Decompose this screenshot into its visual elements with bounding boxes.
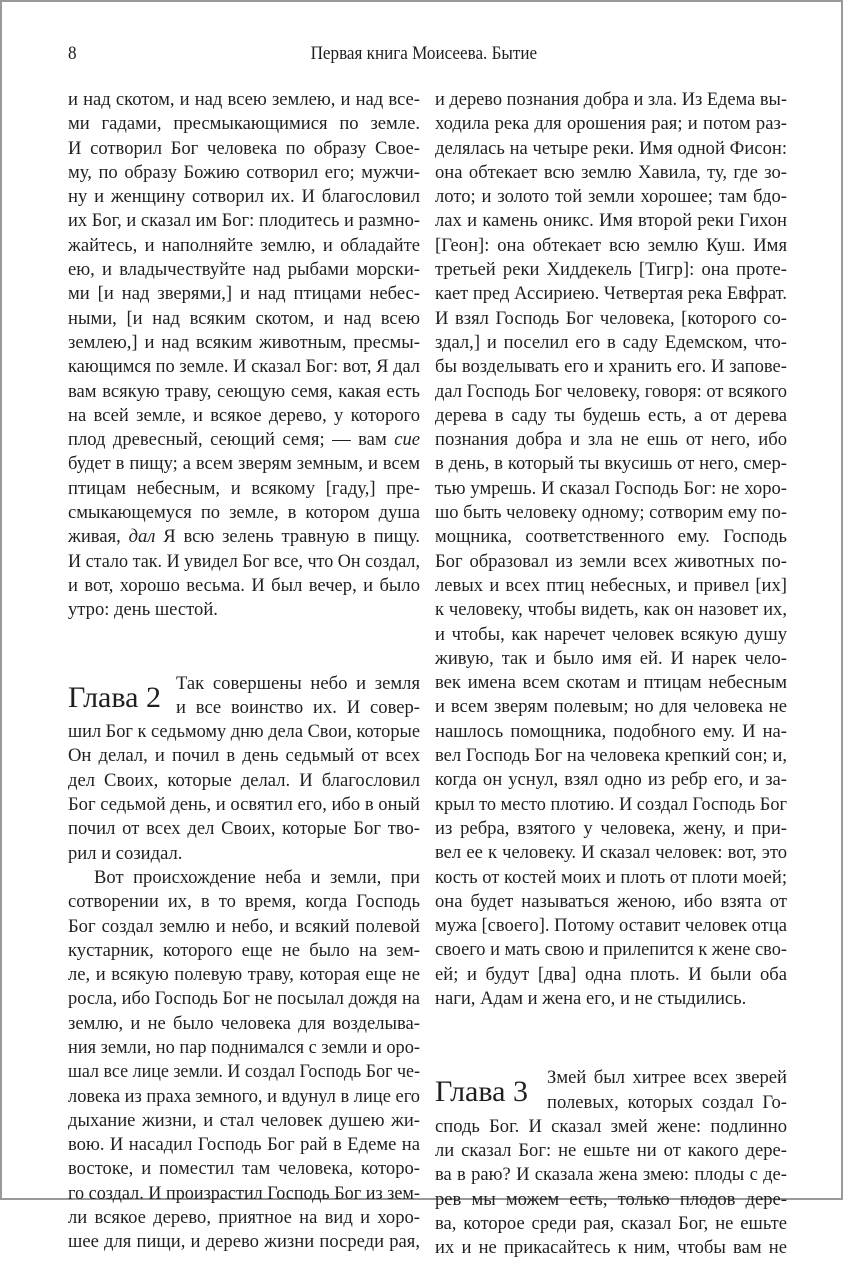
text-line: кустарник, которого еще не было на зем- (68, 939, 420, 961)
text-line: востоке, и поместил там человека, которо- (68, 1158, 420, 1180)
text-line: шо быть человеку одному; сотворим ему по- (435, 502, 787, 524)
text-line: бы возделывать его и хранить его. И запове- (435, 356, 787, 378)
text-line: ли сказал Бог: не ешьте ни от какого дере- (435, 1140, 787, 1162)
text-line: мужа [своего]. Потому оставит человек отца (435, 915, 787, 937)
text-line: ею, и владычествуйте над рыбами морски- (68, 259, 420, 281)
text-line: и всем зверям полевым; но для человека не (435, 696, 787, 718)
text-line: крыл то место плотию. И создал Господь Бог (435, 793, 788, 815)
text-line: И взял Господь Бог человека, [которого со- (435, 307, 787, 329)
genesis-2-continued (435, 88, 787, 1011)
text-line: вел Господь Бог на человека крепкий сон; и, (435, 745, 787, 767)
text-line: сотворении их, в то время, когда Господь (68, 891, 420, 913)
running-title (2, 42, 843, 66)
text-line: Вот происхождение неба и земли, при (94, 866, 420, 888)
text-line: птицам небесным, и всякому [гаду,] пре- (68, 477, 420, 499)
chapter-lead-line: Так совершены небо и земля (176, 672, 420, 694)
text-line: наги, Адам и жена его, и не стыдились. (435, 987, 747, 1009)
text-line: сподь Бог. И сказал змей жене: подлинно (435, 1115, 787, 1137)
page-number: 8 (68, 43, 77, 64)
text-line: Бог создал землю и небо, и всякий полевой (68, 915, 420, 937)
text-line: И сотворил Бог человека по образу Свое- (68, 137, 420, 159)
chapter-lead-line: Змей был хитрее всех зверей (547, 1067, 787, 1089)
text-line: ва в раю? И сказала жена змею: плоды с де- (435, 1164, 787, 1186)
text-line: своего и мать свою и прилепится к жене сво- (435, 939, 787, 961)
text-line: землю, и не было человека для возделыва- (68, 1012, 420, 1034)
text-line: третьей реки Хиддекель [Тигр]: она проте- (435, 259, 787, 281)
right-column (435, 88, 787, 1261)
text-line: жайтесь, и наполняйте землю, и обладайте (68, 234, 420, 256)
text-line: их и не прикасайтесь к ним, чтобы вам не (435, 1237, 787, 1259)
text-line: вам всякую траву, сеющую семя, какая есть (68, 380, 420, 402)
text-line: рев мы можем есть, только плодов дере- (435, 1188, 787, 1210)
text-line: из ребра, взятого у человека, жену, и при- (435, 817, 787, 839)
text-line: ходила река для орошения рая; и потом раз- (435, 113, 787, 135)
text-line: она обтекает всю землю Хавила, ту, где зо- (435, 161, 787, 183)
text-line: дел Своих, которые делал. И благословил (68, 769, 420, 791)
text-line: в день, в который ты вкусишь от него, смер- (435, 453, 787, 475)
text-line: лах и камень оникс. Имя второй реки Гихон (435, 210, 787, 232)
chapter-lead-line: и все воинство их. И совер- (176, 696, 420, 718)
text-line: ловека из праха земного, и вдунул в лице его (68, 1085, 421, 1107)
text-line: ле, и всякую полевую траву, которая еще не (68, 964, 420, 986)
text-line: Бог образовал из земли всех животных по- (435, 550, 787, 572)
text-line: Он делал, и почил в день седьмый от всех (68, 745, 420, 767)
text-line: ну и женщину сотворил их. И благословил (68, 186, 420, 208)
text-line: почил от всех дел Своих, которые Бог тво- (68, 818, 420, 840)
text-line: дерева в саду ты будешь есть, а от дерева (435, 404, 787, 426)
text-line: росла, ибо Господь Бог не посылал дождя на (68, 988, 420, 1010)
text-line: вел ее к человеку. И сказал человек: вот, это (435, 842, 787, 864)
text-line: к человеку, чтобы видеть, как он назовет их, (435, 599, 787, 621)
text-line: и чтобы, как наречет человек всякую душу (435, 623, 787, 645)
text-line: шее для пищи, и дерево жизни посреди рая, (68, 1231, 420, 1253)
text-line: и дерево познания добра и зла. Из Едема вы- (435, 89, 787, 110)
text-line: ли всякое дерево, приятное на вид и хоро- (68, 1207, 420, 1229)
text-line: рил и созидал. (68, 842, 183, 864)
text-line: будет в пищу; а всем зверям земным, и всем (68, 453, 420, 475)
text-line: го создал. И произрастил Господь Бог из зем- (68, 1182, 421, 1204)
text-line: шал все лице земли. И создал Господь Бог че- (68, 1061, 421, 1083)
text-line: вою. И насадил Господь Бог рай в Едеме на (68, 1134, 420, 1156)
text-line: дыхание жизни, и стал человек душею жи- (68, 1109, 420, 1131)
text-line: землею,] и над всяким животным, пресмы- (68, 331, 420, 353)
text-line: когда он уснул, взял одно из ребр его, и за- (435, 769, 787, 791)
text-line: смыкающемуся по земле, в котором душа (68, 502, 420, 524)
chapter-3-heading: Глава 3 (435, 1075, 528, 1109)
text-line: их Бог, и сказал им Бог: плодитесь и размно- (68, 210, 421, 232)
genesis-1-end (68, 88, 420, 428)
text-line: И стало так. И увидел Бог все, что Он создал, (68, 550, 420, 572)
text-line: кость от костей моих и плоть от плоти моей; (435, 866, 788, 888)
chapter-lead-line: полевых, которых создал Го- (547, 1091, 787, 1113)
chapter-2-heading: Глава 2 (68, 680, 161, 714)
text-line: ния земли, но пар поднимался с земли и оро- (68, 1036, 420, 1058)
text-line: она будет называться женою, ибо взята от (435, 890, 787, 912)
text-line: Бог седьмой день, и освятил его, ибо в оный (68, 794, 420, 816)
left-column (68, 88, 420, 1255)
text-line: кает пред Ассириею. Четвертая река Евфрат. (435, 283, 788, 305)
text-line: и над скотом, и над всею землею, и над все- (68, 89, 420, 110)
text-line: кающимся по земле. И сказал Бог: вот, Я дал (68, 356, 421, 378)
chapter-2 (68, 672, 420, 1255)
text-line: [Геон]: она обтекает всю землю Куш. Имя (435, 234, 787, 256)
text-line: мощника, соответственного ему. Господь (435, 526, 787, 548)
text-line: утро: день шестой. (68, 599, 218, 621)
text-line: му, по образу Божию сотворил его; мужчи- (68, 161, 420, 183)
text-line: и вот, хорошо весьма. И был вечер, и было (68, 574, 420, 596)
text-line: левых и всех птиц небесных, и привел [их] (435, 574, 787, 596)
text-line: ва, которое среди рая, сказал Бог, не ешьте (435, 1213, 787, 1235)
text-line: ми [и над зверями,] и над птицами небес- (68, 283, 420, 305)
text-line: дал Господь Бог человеку, говоря: от всякого (435, 380, 788, 402)
text-line: делялась на четыре реки. Имя одной Фисон: (435, 137, 787, 159)
text-line: тью умрешь. И сказал Господь Бог: не хоро- (435, 477, 787, 499)
text-line: на всей земле, и всякое дерево, у которого (68, 404, 420, 426)
text-line: ей; и будут [два] одна плоть. И были оба (435, 963, 787, 985)
chapter-3 (435, 1066, 787, 1260)
text-line: шил Бог к седьмому дню дела Свои, которые (68, 721, 421, 743)
text-line: нашлось помощника, подобного ему. И на- (435, 720, 787, 742)
text-line: познания добра и зла не ешь от него, ибо (435, 429, 787, 451)
text-line: здал,] и поселил его в саду Едемском, что- (435, 331, 787, 353)
running-title-text: Первая книга Моисеева. Бытие (310, 43, 537, 64)
text-line: плод древесный, сеющий семя; — вам сие (68, 429, 420, 451)
italic-word: дал (128, 526, 156, 548)
text-line: лото; и золото той земли хорошее; там бдо- (435, 186, 787, 208)
text-line: живая, дал Я всю зелень травную в пищу. (68, 526, 420, 548)
italic-word: сие (394, 429, 420, 451)
text-line: ными, [и над всяким скотом, и над всею (68, 307, 420, 329)
text-line: живую, так и было имя ей. И нарек чело- (435, 647, 787, 669)
text-line: век имена всем скотам и птицам небесным (435, 672, 787, 694)
text-line: ми гадами, пресмыкающимися по земле. (68, 113, 420, 135)
